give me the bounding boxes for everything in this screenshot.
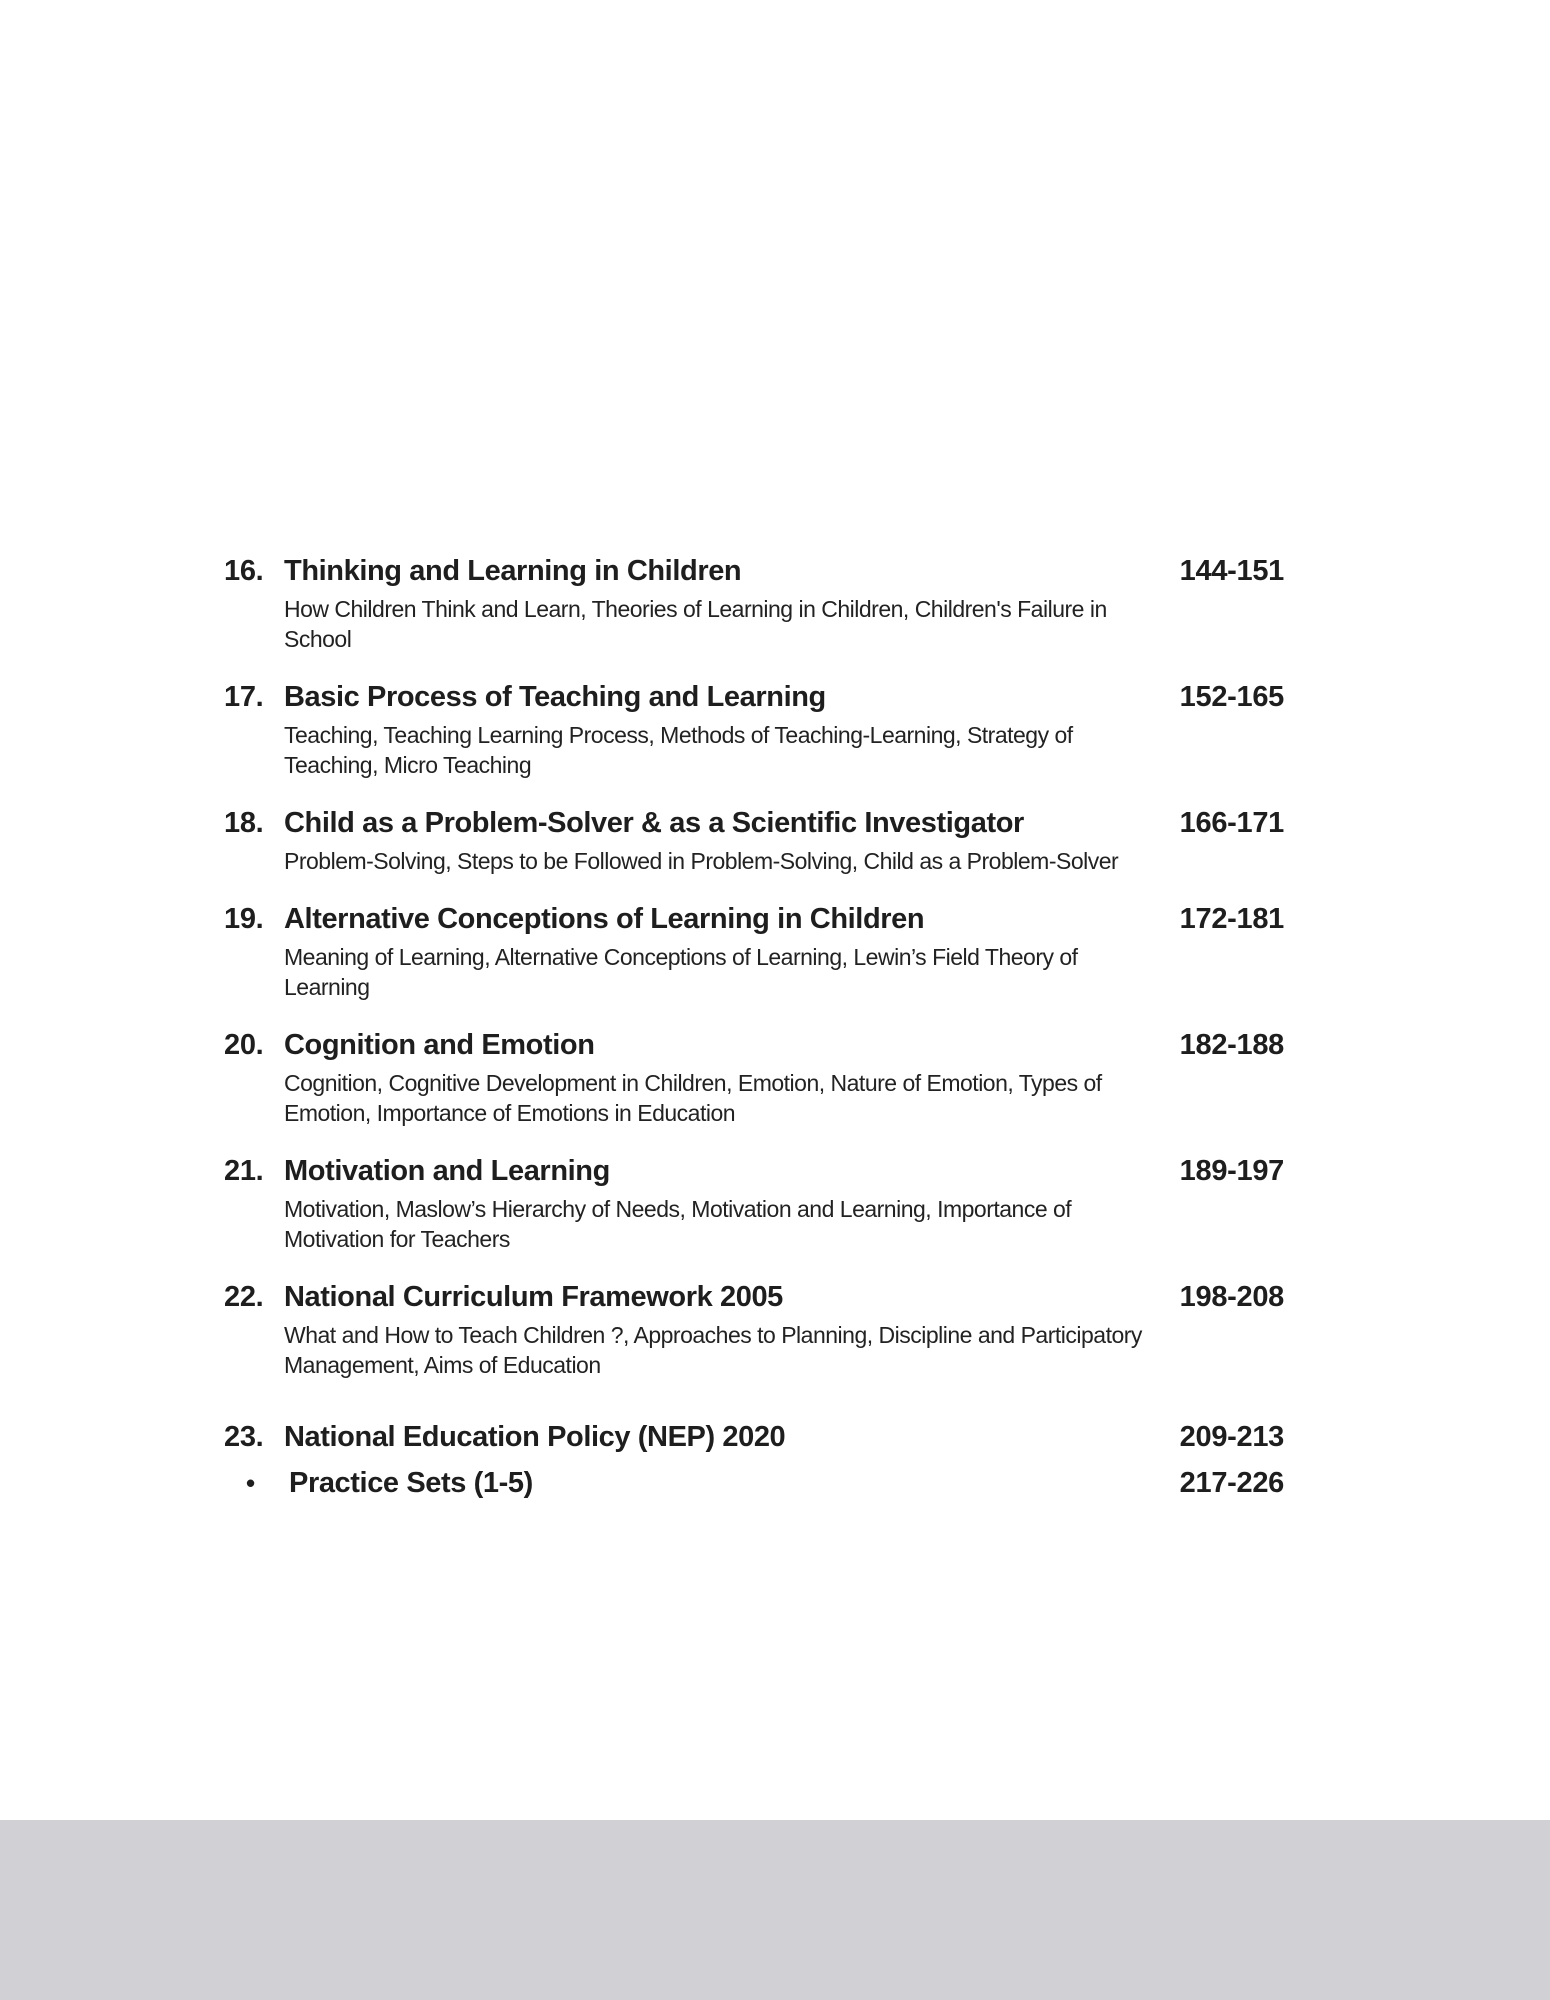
page-range: 217-226 — [1179, 1467, 1284, 1499]
footer-band — [0, 1820, 1550, 2000]
chapter-description: What and How to Teach Children ?, Approaches to Planning, Discipline and Participatory Management, Aims of Education — [284, 1322, 1142, 1378]
chapter-number: 16. — [224, 555, 264, 587]
page-range: 209-213 — [1179, 1421, 1284, 1453]
chapter-title: Cognition and Emotion — [284, 1029, 595, 1061]
page-range: 172-181 — [1179, 903, 1284, 935]
chapter-number: 17. — [224, 681, 264, 713]
chapter-title: Thinking and Learning in Children — [284, 555, 742, 587]
chapter-description: Teaching, Teaching Learning Process, Methods of Teaching-Learning, Strategy of Teaching, Micro Teaching — [284, 722, 1073, 778]
page-range: 182-188 — [1179, 1029, 1284, 1061]
chapter-number: 23. — [224, 1421, 264, 1453]
chapter-title: Child as a Problem-Solver & as a Scientific Investigator — [284, 807, 1024, 839]
chapter-number: 19. — [224, 903, 264, 935]
chapter-title: National Curriculum Framework 2005 — [284, 1281, 783, 1313]
chapter-description: Meaning of Learning, Alternative Conceptions of Learning, Lewin’s Field Theory of Learning — [284, 944, 1078, 1000]
chapter-title: Alternative Conceptions of Learning in Children — [284, 903, 925, 935]
bullet-icon: • — [246, 1468, 256, 1498]
chapter-description: How Children Think and Learn, Theories of Learning in Children, Children's Failure in School — [284, 596, 1107, 652]
chapter-number: 20. — [224, 1029, 264, 1061]
chapter-number: 22. — [224, 1281, 264, 1313]
page-range: 144-151 — [1179, 555, 1284, 587]
page-range: 198-208 — [1179, 1281, 1284, 1313]
chapter-title: Basic Process of Teaching and Learning — [284, 681, 826, 713]
chapter-description: Cognition, Cognitive Development in Children, Emotion, Nature of Emotion, Types of Emotion, Importance of Emotions in Education — [284, 1070, 1102, 1126]
chapter-number: 21. — [224, 1155, 264, 1187]
page-range: 166-171 — [1179, 807, 1284, 839]
chapter-description: Problem-Solving, Steps to be Followed in Problem-Solving, Child as a Problem-Solver — [284, 848, 1119, 874]
chapter-number: 18. — [224, 807, 264, 839]
page-range: 189-197 — [1179, 1155, 1284, 1187]
chapter-title: Motivation and Learning — [284, 1155, 610, 1187]
chapter-title: National Education Policy (NEP) 2020 — [284, 1421, 786, 1453]
practice-sets-title: Practice Sets (1-5) — [289, 1467, 533, 1499]
chapter-description: Motivation, Maslow’s Hierarchy of Needs, Motivation and Learning, Importance of Motivation for Teachers — [284, 1196, 1072, 1252]
page-range: 152-165 — [1179, 681, 1284, 713]
